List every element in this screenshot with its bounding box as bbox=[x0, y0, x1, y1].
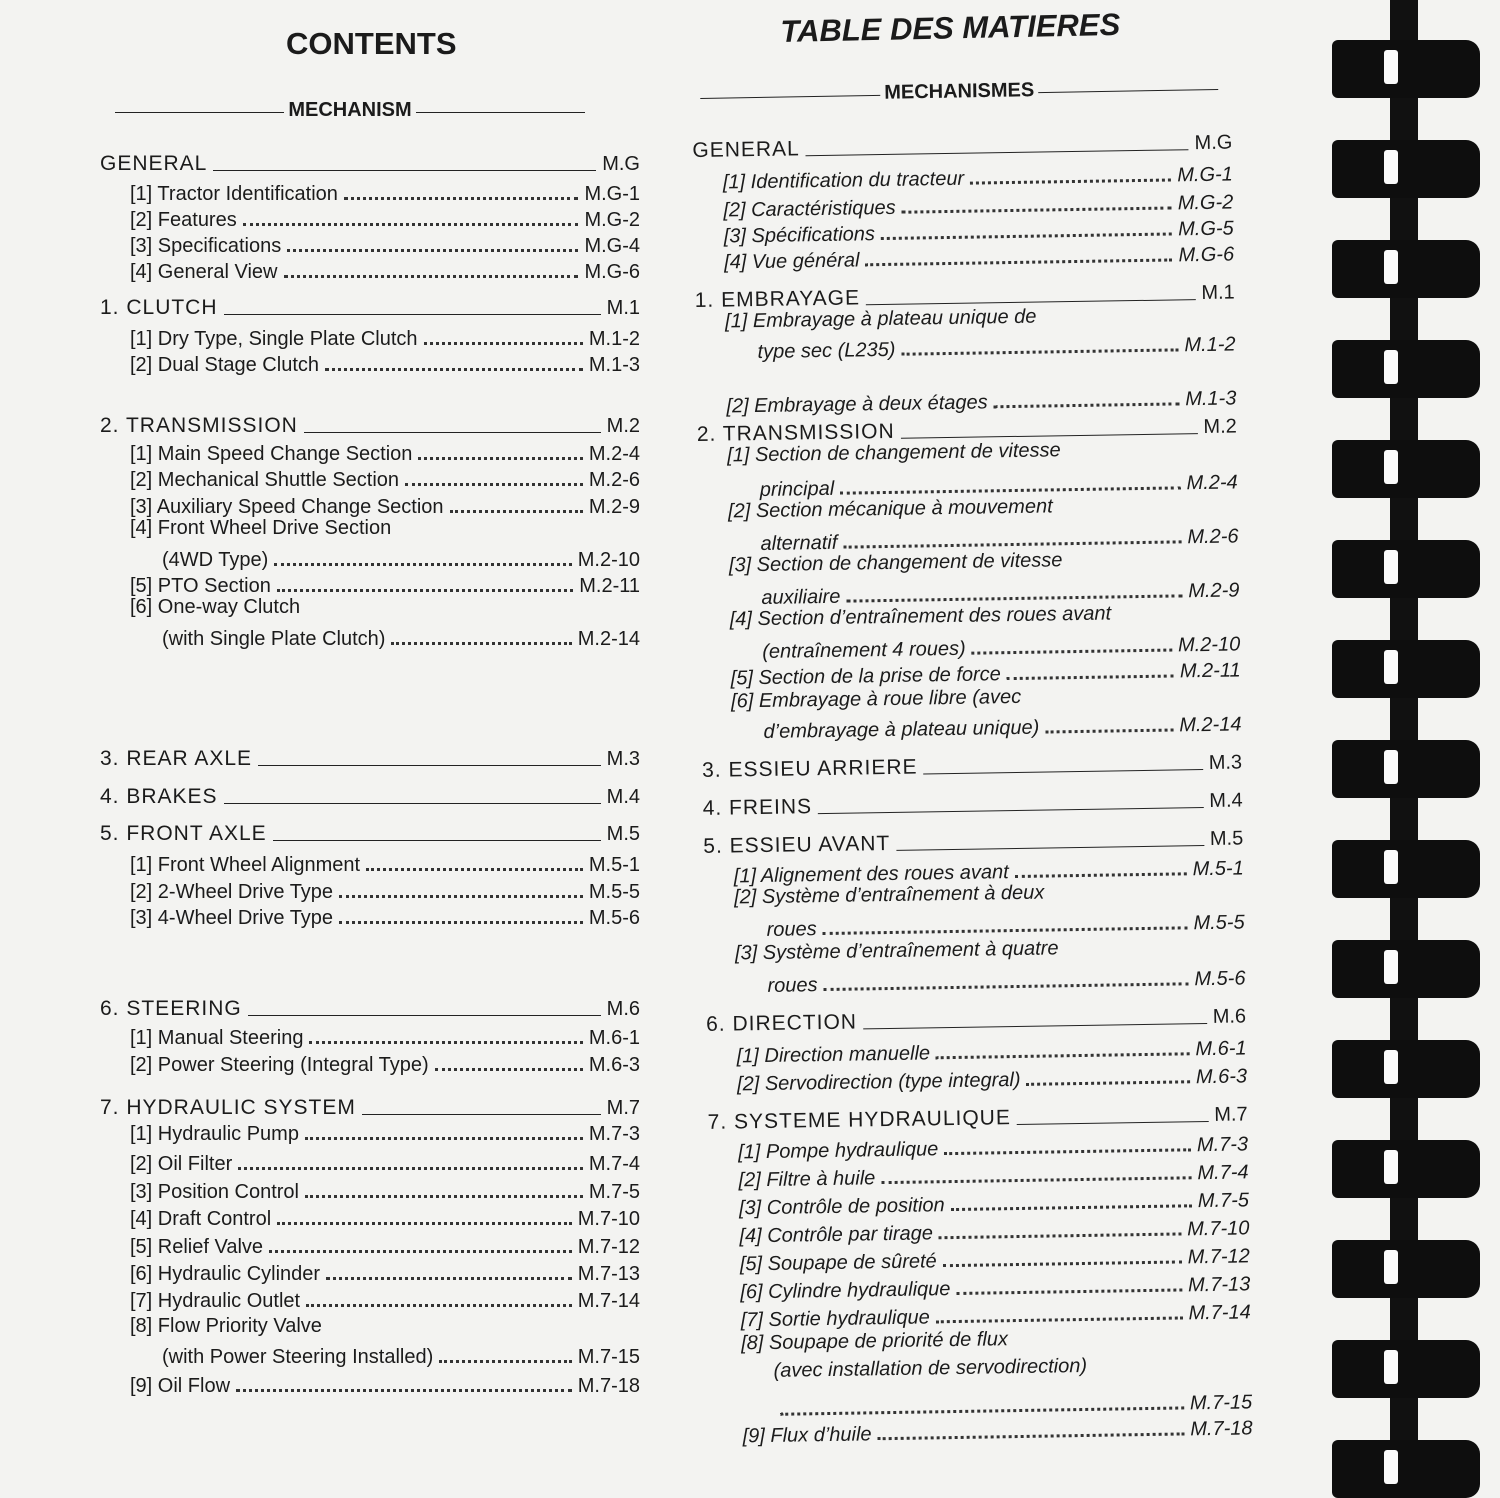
dot-leader bbox=[1007, 674, 1174, 680]
dot-leader bbox=[284, 275, 579, 278]
chapter-title: 3. REAR AXLE bbox=[100, 747, 253, 770]
dot-leader bbox=[944, 1148, 1191, 1155]
item-title: (entraînement 4 roues) bbox=[762, 637, 966, 663]
binding-coil bbox=[1332, 540, 1480, 598]
item-title: [2] Dual Stage Clutch bbox=[130, 354, 319, 376]
item-title: [4] Draft Control bbox=[130, 1208, 272, 1230]
binding-coil bbox=[1332, 440, 1480, 498]
page-reference: M.2-4 bbox=[1186, 471, 1238, 495]
toc-item-row[interactable] bbox=[130, 1022, 640, 1050]
leader-rule bbox=[806, 149, 1189, 156]
page-reference: M.G-2 bbox=[584, 209, 640, 231]
toc-item-row[interactable] bbox=[130, 438, 640, 466]
page-reference: M.7-10 bbox=[1186, 1217, 1250, 1241]
page-reference: M.7-3 bbox=[588, 1123, 640, 1145]
toc-item-row[interactable] bbox=[130, 230, 640, 258]
toc-item-row[interactable] bbox=[130, 849, 640, 877]
toc-item-row[interactable] bbox=[130, 1231, 640, 1259]
page-reference: M.7-12 bbox=[1187, 1245, 1251, 1269]
binding-coil bbox=[1332, 640, 1480, 698]
dot-leader bbox=[305, 1195, 583, 1198]
page-reference: M.7 bbox=[606, 1097, 640, 1119]
page-reference: M.7-15 bbox=[1189, 1391, 1253, 1415]
item-title: [3] Specifications bbox=[130, 235, 282, 257]
page-reference: M.7-14 bbox=[577, 1290, 640, 1312]
toc-column-french bbox=[692, 117, 1253, 1448]
toc-item-row[interactable] bbox=[130, 323, 640, 351]
toc-entry-continuation: [8] Flow Priority Valve bbox=[130, 1315, 322, 1337]
binding-coil bbox=[1332, 1140, 1480, 1198]
item-title: [1] Dry Type, Single Plate Clutch bbox=[130, 328, 418, 350]
dot-leader bbox=[269, 1250, 572, 1253]
toc-item-row[interactable] bbox=[130, 491, 640, 519]
page-reference: M.2-9 bbox=[1188, 579, 1240, 603]
item-title: (with Single Plate Clutch) bbox=[162, 628, 386, 650]
chapter-title: 7. SYSTEME HYDRAULIQUE bbox=[707, 1106, 1012, 1134]
page-reference: M.2-10 bbox=[577, 549, 640, 571]
page-reference: M.6-1 bbox=[1195, 1037, 1247, 1061]
page-reference: M.1 bbox=[1201, 281, 1235, 305]
dot-leader bbox=[306, 1304, 572, 1307]
page-reference: M.2-14 bbox=[1179, 713, 1242, 737]
item-title: [3] Contrôle de position bbox=[738, 1194, 945, 1220]
toc-item-row[interactable] bbox=[130, 178, 640, 206]
dot-leader bbox=[274, 563, 571, 566]
toc-item-row[interactable] bbox=[130, 1049, 640, 1077]
item-title: [6] Hydraulic Cylinder bbox=[130, 1263, 321, 1285]
dot-leader bbox=[424, 342, 583, 345]
page-reference: M.7-13 bbox=[577, 1263, 640, 1285]
toc-chapter-row[interactable] bbox=[706, 1000, 1246, 1036]
leader-rule bbox=[924, 769, 1203, 774]
dot-leader bbox=[1015, 872, 1187, 878]
chapter-title: 4. BRAKES bbox=[100, 785, 218, 808]
toc-item-row[interactable] bbox=[130, 1176, 640, 1204]
dot-leader bbox=[881, 1176, 1191, 1184]
toc-item-row[interactable] bbox=[130, 570, 640, 598]
dot-leader bbox=[243, 223, 579, 226]
page-reference: M.G-4 bbox=[584, 235, 640, 257]
dot-leader bbox=[1045, 729, 1173, 734]
page-reference: M.7-4 bbox=[588, 1153, 640, 1175]
toc-entry-continuation: [1] Section de changement de vitesse bbox=[727, 439, 1061, 467]
toc-item-row[interactable] bbox=[162, 544, 640, 572]
banner-rule-right bbox=[416, 112, 585, 113]
dot-leader bbox=[843, 540, 1181, 548]
item-title: roues bbox=[766, 918, 817, 941]
dot-leader bbox=[435, 1068, 583, 1071]
page-reference: M.6 bbox=[606, 998, 640, 1020]
binding-coil bbox=[1332, 340, 1480, 398]
page-reference: M.G-6 bbox=[1178, 243, 1235, 267]
toc-item-row[interactable] bbox=[130, 1148, 640, 1176]
toc-item-row[interactable] bbox=[162, 1341, 640, 1369]
item-title: [1] Identification du tracteur bbox=[722, 167, 965, 194]
page-reference: M.1-2 bbox=[588, 328, 640, 350]
page-reference: M.7-10 bbox=[577, 1208, 640, 1230]
toc-entry-continuation: (avec installation de servodirection) bbox=[773, 1354, 1088, 1382]
dot-leader bbox=[344, 197, 579, 200]
dot-leader bbox=[1027, 1080, 1190, 1086]
item-title: (4WD Type) bbox=[162, 549, 269, 571]
dot-leader bbox=[970, 178, 1171, 184]
item-title: roues bbox=[767, 974, 818, 997]
page-reference: M.G bbox=[602, 153, 640, 175]
binding-coil bbox=[1332, 940, 1480, 998]
toc-item-row[interactable] bbox=[130, 256, 640, 284]
item-title: [4] Vue général bbox=[723, 249, 860, 274]
page-reference: M.2-10 bbox=[1177, 633, 1241, 657]
page-reference: M.1 bbox=[606, 297, 640, 319]
binding-coil bbox=[1332, 1340, 1480, 1398]
item-title: [1] Main Speed Change Section bbox=[130, 443, 413, 465]
page-reference: M.G-2 bbox=[1177, 191, 1234, 215]
page-reference: M.G-1 bbox=[1177, 163, 1234, 187]
page-reference: M.7-5 bbox=[1197, 1189, 1250, 1213]
item-title: [3] 4-Wheel Drive Type bbox=[130, 907, 334, 929]
section-banner-en bbox=[115, 96, 585, 124]
toc-entry-continuation: [6] Embrayage à roue libre (avec bbox=[730, 685, 1022, 713]
binding-coil bbox=[1332, 1440, 1480, 1498]
dot-leader bbox=[994, 402, 1180, 408]
toc-chapter-row[interactable] bbox=[692, 127, 1232, 163]
chapter-title: 5. FRONT AXLE bbox=[100, 822, 267, 845]
page-reference: M.G-6 bbox=[584, 261, 640, 283]
leader-rule bbox=[258, 765, 601, 766]
page-reference: M.2-14 bbox=[577, 628, 640, 650]
toc-item-row[interactable] bbox=[130, 876, 640, 904]
section-title-en: MECHANISM bbox=[288, 98, 412, 121]
toc-chapter-row[interactable] bbox=[100, 818, 640, 846]
toc-chapter-row[interactable] bbox=[702, 784, 1242, 820]
item-title: [2] Filtre à huile bbox=[738, 1167, 876, 1192]
item-title: [7] Sortie hydraulique bbox=[740, 1306, 930, 1332]
item-title: [3] Position Control bbox=[130, 1181, 299, 1203]
page-reference: M.4 bbox=[606, 786, 640, 808]
chapter-title: 1. EMBRAYAGE bbox=[694, 286, 861, 312]
leader-rule bbox=[213, 170, 596, 171]
dot-leader bbox=[277, 589, 573, 592]
item-title: [5] Soupape de sûreté bbox=[739, 1250, 937, 1276]
page-reference: M.6-1 bbox=[588, 1027, 640, 1049]
leader-rule bbox=[1017, 1121, 1208, 1125]
chapter-title: 5. ESSIEU AVANT bbox=[703, 831, 891, 858]
toc-chapter-row[interactable] bbox=[100, 410, 640, 438]
dot-leader bbox=[936, 1052, 1189, 1059]
page-reference: M.6 bbox=[1212, 1005, 1247, 1028]
page-reference: M.6-3 bbox=[588, 1054, 640, 1076]
toc-chapter-row[interactable] bbox=[100, 993, 640, 1021]
page-reference: M.2-11 bbox=[579, 575, 640, 597]
dot-leader bbox=[418, 457, 582, 460]
banner-rule-right bbox=[1038, 88, 1218, 92]
dot-leader bbox=[840, 486, 1180, 494]
toc-entry-continuation: [2] Section mécanique à mouvement bbox=[727, 495, 1053, 523]
dot-leader bbox=[823, 926, 1188, 935]
item-title: [3] Auxiliary Speed Change Section bbox=[130, 496, 444, 518]
dot-leader bbox=[277, 1222, 572, 1225]
binding-coil bbox=[1332, 740, 1480, 798]
toc-item-row[interactable] bbox=[130, 204, 640, 232]
dot-leader bbox=[405, 483, 583, 486]
item-title: [1] Direction manuelle bbox=[736, 1042, 931, 1068]
dot-leader bbox=[972, 649, 1172, 655]
toc-chapter-row[interactable] bbox=[100, 148, 640, 176]
chapter-title: 4. FREINS bbox=[702, 795, 813, 820]
item-title: [1] Tractor Identification bbox=[130, 183, 338, 205]
toc-item-row[interactable] bbox=[130, 902, 640, 930]
item-title: [1] Hydraulic Pump bbox=[130, 1123, 299, 1145]
item-title: [2] 2-Wheel Drive Type bbox=[130, 881, 334, 903]
page-reference: M.2 bbox=[1203, 415, 1237, 439]
toc-entry-continuation: [3] Système d’entraînement à quatre bbox=[734, 937, 1059, 965]
dot-leader bbox=[901, 348, 1178, 355]
toc-item-row[interactable] bbox=[757, 328, 1235, 364]
item-title: (with Power Steering Installed) bbox=[162, 1346, 434, 1368]
toc-chapter-row[interactable] bbox=[702, 746, 1242, 782]
toc-item-row[interactable] bbox=[130, 1285, 640, 1313]
dot-leader bbox=[824, 982, 1189, 991]
page-reference: M.G-5 bbox=[1177, 217, 1234, 241]
leader-rule bbox=[896, 845, 1204, 851]
item-title: [5] PTO Section bbox=[130, 575, 271, 597]
dot-leader bbox=[939, 1232, 1181, 1239]
leader-rule bbox=[901, 433, 1198, 439]
leader-rule bbox=[273, 840, 601, 841]
leader-rule bbox=[863, 1023, 1207, 1029]
toc-entry-continuation: [4] Section d’entraînement des roues avant bbox=[729, 602, 1112, 631]
toc-item-row[interactable] bbox=[130, 464, 640, 492]
dot-leader bbox=[439, 1360, 572, 1363]
item-title: [1] Pompe hydraulique bbox=[737, 1138, 939, 1164]
page-reference: M.7-3 bbox=[1196, 1133, 1249, 1157]
page-reference: M.5-6 bbox=[588, 907, 640, 929]
toc-chapter-row[interactable] bbox=[100, 743, 640, 771]
chapter-title: GENERAL bbox=[100, 152, 208, 175]
page-reference: M.5-1 bbox=[1192, 857, 1244, 881]
page-reference: M.2 bbox=[606, 415, 640, 437]
page-reference: M.5 bbox=[1209, 827, 1244, 850]
toc-item-row[interactable] bbox=[767, 962, 1245, 998]
page-reference: M.7-14 bbox=[1188, 1301, 1251, 1325]
item-title: [2] Caractéristiques bbox=[723, 196, 896, 222]
page-reference: M.5-1 bbox=[588, 854, 640, 876]
page-reference: M.7-5 bbox=[588, 1181, 640, 1203]
dot-leader bbox=[391, 642, 571, 645]
item-title: [5] Section de la prise de force bbox=[730, 663, 1001, 690]
page-reference: M.2-6 bbox=[588, 469, 640, 491]
binding-coil bbox=[1332, 1040, 1480, 1098]
page-reference: M.7-18 bbox=[1190, 1417, 1253, 1441]
leader-rule bbox=[866, 299, 1195, 305]
dot-leader bbox=[881, 232, 1172, 240]
item-title: [2] Oil Filter bbox=[130, 1153, 233, 1175]
toc-chapter-row[interactable] bbox=[100, 1092, 640, 1120]
item-title: [2] Mechanical Shuttle Section bbox=[130, 469, 400, 491]
item-title: [2] Servodirection (type integral) bbox=[736, 1068, 1021, 1096]
banner-rule-left bbox=[115, 112, 284, 113]
page-reference: M.1-3 bbox=[1185, 387, 1237, 411]
toc-chapter-row[interactable] bbox=[100, 781, 640, 809]
leader-rule bbox=[224, 314, 601, 315]
dot-leader bbox=[450, 510, 583, 513]
item-title: alternatif bbox=[760, 531, 838, 555]
page-reference: M.2-4 bbox=[588, 443, 640, 465]
toc-item-row[interactable] bbox=[130, 349, 640, 377]
binding-coil bbox=[1332, 840, 1480, 898]
item-title: [7] Hydraulic Outlet bbox=[130, 1290, 301, 1312]
toc-item-row[interactable] bbox=[130, 1203, 640, 1231]
toc-item-row[interactable] bbox=[763, 708, 1241, 744]
page-reference: M.2-9 bbox=[588, 496, 640, 518]
item-title: [9] Oil Flow bbox=[130, 1375, 231, 1397]
page-reference: M.5-5 bbox=[1193, 911, 1245, 935]
chapter-title: GENERAL bbox=[692, 137, 800, 162]
page-reference: M.7-4 bbox=[1197, 1161, 1249, 1185]
item-title: [3] Spécifications bbox=[723, 223, 876, 248]
dot-leader bbox=[943, 1260, 1182, 1267]
page-reference: M.G-1 bbox=[584, 183, 640, 205]
chapter-title: 7. HYDRAULIC SYSTEM bbox=[100, 1096, 356, 1119]
toc-entry-continuation: [2] Système d’entraînement à deux bbox=[733, 881, 1045, 909]
leader-rule bbox=[818, 807, 1203, 814]
page-reference: M.7-13 bbox=[1187, 1273, 1251, 1297]
item-title: [2] Embrayage à deux étages bbox=[726, 391, 988, 418]
leader-rule bbox=[362, 1114, 601, 1115]
binding-coil bbox=[1332, 1240, 1480, 1298]
item-title: [9] Flux d’huile bbox=[742, 1423, 872, 1448]
section-title-fr: MECHANISMES bbox=[884, 78, 1035, 104]
dot-leader bbox=[951, 1204, 1192, 1211]
dot-leader bbox=[287, 249, 578, 252]
toc-entry-continuation: [6] One-way Clutch bbox=[130, 596, 301, 618]
page-reference: M.5-6 bbox=[1194, 967, 1246, 991]
binding-coil bbox=[1332, 40, 1480, 98]
item-title: [1] Front Wheel Alignment bbox=[130, 854, 361, 876]
item-title: [2] Features bbox=[130, 209, 237, 231]
binding-coil bbox=[1332, 240, 1480, 298]
dot-leader bbox=[326, 1277, 572, 1280]
dot-leader bbox=[325, 368, 583, 371]
toc-chapter-row[interactable] bbox=[100, 292, 640, 320]
item-title: [4] General View bbox=[130, 261, 278, 283]
page-reference: M.7-18 bbox=[577, 1375, 640, 1397]
page-reference: M.4 bbox=[1209, 789, 1243, 812]
page-reference: M.2-11 bbox=[1179, 659, 1241, 683]
page-reference: M.5-5 bbox=[588, 881, 640, 903]
leader-rule bbox=[304, 432, 601, 433]
item-title: [6] Cylindre hydraulique bbox=[740, 1278, 951, 1304]
item-title: [1] Manual Steering bbox=[130, 1027, 304, 1049]
chapter-title: 1. CLUTCH bbox=[100, 296, 218, 319]
dot-leader bbox=[846, 594, 1182, 602]
page-reference: M.7-12 bbox=[577, 1236, 640, 1258]
page-reference: M.7 bbox=[1214, 1103, 1248, 1126]
chapter-title: 2. TRANSMISSION bbox=[100, 414, 298, 437]
item-title: type sec (L235) bbox=[757, 338, 896, 363]
page-reference: M.7-15 bbox=[577, 1346, 640, 1368]
dot-leader bbox=[238, 1167, 583, 1170]
toc-entry-continuation: [3] Section de changement de vitesse bbox=[728, 549, 1063, 577]
chapter-title: 2. TRANSMISSION bbox=[696, 419, 895, 446]
toc-entry-continuation: [8] Soupape de priorité de flux bbox=[740, 1328, 1009, 1355]
item-title: [5] Relief Valve bbox=[130, 1236, 264, 1258]
section-banner-fr bbox=[700, 73, 1218, 110]
page-reference: M.1-3 bbox=[588, 354, 640, 376]
item-title: principal bbox=[759, 477, 835, 501]
toc-entry-continuation: [1] Embrayage à plateau unique de bbox=[724, 305, 1037, 333]
toc-item-row[interactable] bbox=[766, 906, 1244, 942]
item-title: [1] Alignement des roues avant bbox=[733, 861, 1009, 888]
dot-leader bbox=[936, 1316, 1183, 1323]
page-reference: M.5 bbox=[606, 823, 640, 845]
toc-entry-continuation: [4] Front Wheel Drive Section bbox=[130, 517, 392, 539]
page-reference: M.3 bbox=[606, 748, 640, 770]
page-reference: M.G bbox=[1194, 131, 1233, 155]
dot-leader bbox=[902, 206, 1172, 213]
contents-heading: CONTENTS bbox=[286, 26, 457, 61]
chapter-title: 6. DIRECTION bbox=[705, 1010, 858, 1036]
toc-item-row[interactable] bbox=[130, 1370, 640, 1398]
toc-item-row[interactable] bbox=[162, 623, 640, 651]
item-title: [2] Power Steering (Integral Type) bbox=[130, 1054, 429, 1076]
table-des-matieres-heading: TABLE DES MATIERES bbox=[780, 6, 1121, 49]
chapter-title: 6. STEERING bbox=[100, 997, 242, 1020]
dot-leader bbox=[305, 1137, 583, 1140]
item-title: d’embrayage à plateau unique) bbox=[763, 716, 1040, 743]
leader-rule bbox=[248, 1015, 601, 1016]
page-reference: M.2-6 bbox=[1187, 525, 1239, 549]
page-reference: M.6-3 bbox=[1195, 1065, 1248, 1089]
dot-leader bbox=[956, 1288, 1182, 1295]
dot-leader bbox=[236, 1389, 572, 1392]
toc-item-row[interactable] bbox=[130, 1258, 640, 1286]
dot-leader bbox=[339, 895, 583, 898]
dot-leader bbox=[339, 921, 583, 924]
dot-leader bbox=[309, 1041, 582, 1044]
item-title: auxiliaire bbox=[761, 585, 841, 609]
item-title: [4] Contrôle par tirage bbox=[739, 1222, 934, 1248]
dot-leader bbox=[878, 1432, 1185, 1440]
page-reference: M.3 bbox=[1208, 751, 1243, 774]
dot-leader bbox=[865, 258, 1172, 266]
chapter-title: 3. ESSIEU ARRIERE bbox=[701, 755, 918, 782]
banner-rule-left bbox=[700, 94, 880, 98]
page-reference: M.1-2 bbox=[1184, 333, 1236, 357]
toc-item-row[interactable] bbox=[130, 1118, 640, 1146]
leader-rule bbox=[224, 803, 601, 804]
binding-coil bbox=[1332, 140, 1480, 198]
dot-leader bbox=[366, 868, 583, 871]
